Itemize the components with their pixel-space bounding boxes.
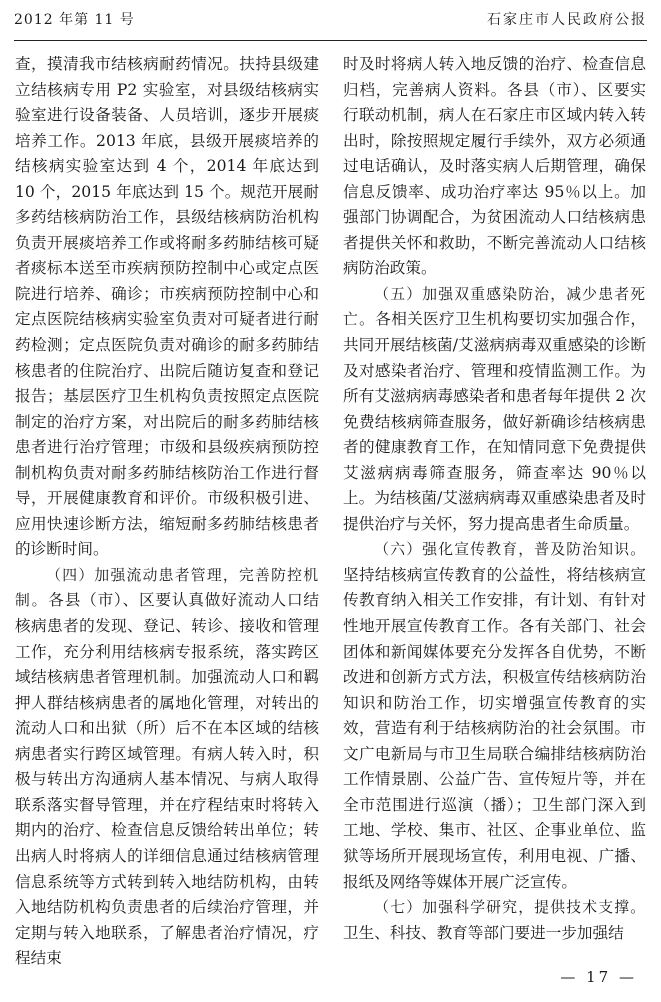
section-5 [343,282,646,537]
section-7 [343,895,646,946]
paragraph-continued-right: 时及时将病人转入地反馈的治疗、检查信息归档，完善病人资料。各县（市）、区要实行联动机制，病人在石家庄市区域内转入转出时，除按照规定履行手续外，双方必须通过电话确认，及时落实病人后期管理，确保信息反馈率、成功治疗率达 95％以上。加强部门协调配合，为贫困流动人口结核病患者提供关怀和救助，不断完善流动人口结核病防治政策。 [343,55,646,278]
section-6-body: 坚持结核病宣传教育的公益性，将结核病宣传教育纳入相关工作安排，有计划、有针对性地开展宣传教育工作。各有关部门、社会团体和新闻媒体要充分发挥各自优势，不断改进和创新方式方法，积极宣传结核病防治知识和防治工作，切实增强宣传教育的实效，营造有利于结核病防治的社会氛围。市文广电新局与市卫生局联合编排结核病防治工作情景剧、公益广告、宣传短片等，并在全市范围进行巡演（播）；卫生部门深入到工地、学校、集市、社区、企事业单位、监狱等场所开展现场宣传，利用电视、广播、报纸及网络等媒体开展广泛宣传。 [343,565,646,891]
page-number: — 17 — [560,968,637,986]
section-6-heading: （六）强化宣传教育，普及防治知识。 [374,541,646,559]
section-4 [15,563,319,972]
section-5-body: 各相关医疗卫生机构要切实加强合作，共同开展结核菌/艾滋病病毒双重感染的诊断及对感染者治疗、管理和疫情监测工作。为所有艾滋病病毒感染者和患者每年提供 2 次免费结核病筛查服务，做好新确诊结核病患者的健康教育工作，在知情同意下免费提供艾滋病病毒筛查服务，筛查率达 90％以上。为结核菌/艾滋病病毒双重感染患者及时提供治疗与关怀，努力提高患者生命质量。 [343,310,646,533]
right-column [343,52,646,946]
page-header [14,0,647,41]
section-5-heading: （五）加强双重感染防治，减少患者死亡。 [343,285,646,329]
issue-label: 2012 年第 11 号 [14,12,135,28]
section-4-body: 各县（市）、区要认真做好流动人口结核病患者的发现、登记、转诊、接收和管理工作，充分利用结核病专报系统，落实跨区域结核病患者管理机制。加强流动人口和羁押人群结核病患者的属地化管理，对转出的流动人口和出狱（所）后不在本区域的结核病患者实行跨区域管理。有病人转入时，积极与转出方沟通病人基本情况、与病人取得联系落实督导管理，并在疗程结束时将转入期内的治疗、检查信息反馈给转出单位；转出病人时将病人的详细信息通过结核病管理信息系统等方式转到转入地结防机构，由转入地结防机构负责患者的后续治疗管理，并定期与转入地联系，了解患者治疗情况，疗程结束 [15,591,319,968]
section-6 [343,537,646,895]
left-column [15,52,319,972]
section-7-body: 卫生、科技、教育等部门要进一步加强结 [343,923,624,942]
publication-title: 石家庄市人民政府公报 [487,12,647,28]
section-4-heading: （四）加强流动患者管理，完善防控机制。 [15,566,319,610]
section-7-heading: （七）加强科学研究，提供技术支撑。 [374,899,646,917]
paragraph-continued: 查，摸清我市结核病耐药情况。扶持县级建立结核病专用 P2 实验室，对县级结核病实验室进行设备装备、人员培训，逐步开展痰培养工作。2013 年底，县级开展痰培养的结核病实验室达到 4 个，2014 年底达到 10 个，2015 年底达到 15 个。规范开展耐多药结核病防治工作，县级结核病防治机构负责开展痰培养工作或将耐多药肺结核可疑者痰标本送至市疾病预防控制中心或定点医院进行培养、确诊；市疾病预防控制中心和定点医院结核病实验室负责对可疑者进行耐药检测；定点医院负责对确诊的耐多药肺结核患者的住院治疗、出院后随访复查和登记报告；基层医疗卫生机构负责按照定点医院制定的治疗方案，对出院后的耐多药肺结核患者进行治疗管理；市级和县级疾病预防控制机构负责对耐多药肺结核防治工作进行督导，开展健康教育和评价。市级积极引进、应用快速诊断方法，缩短耐多药肺结核患者的诊断时间。 [15,55,319,559]
